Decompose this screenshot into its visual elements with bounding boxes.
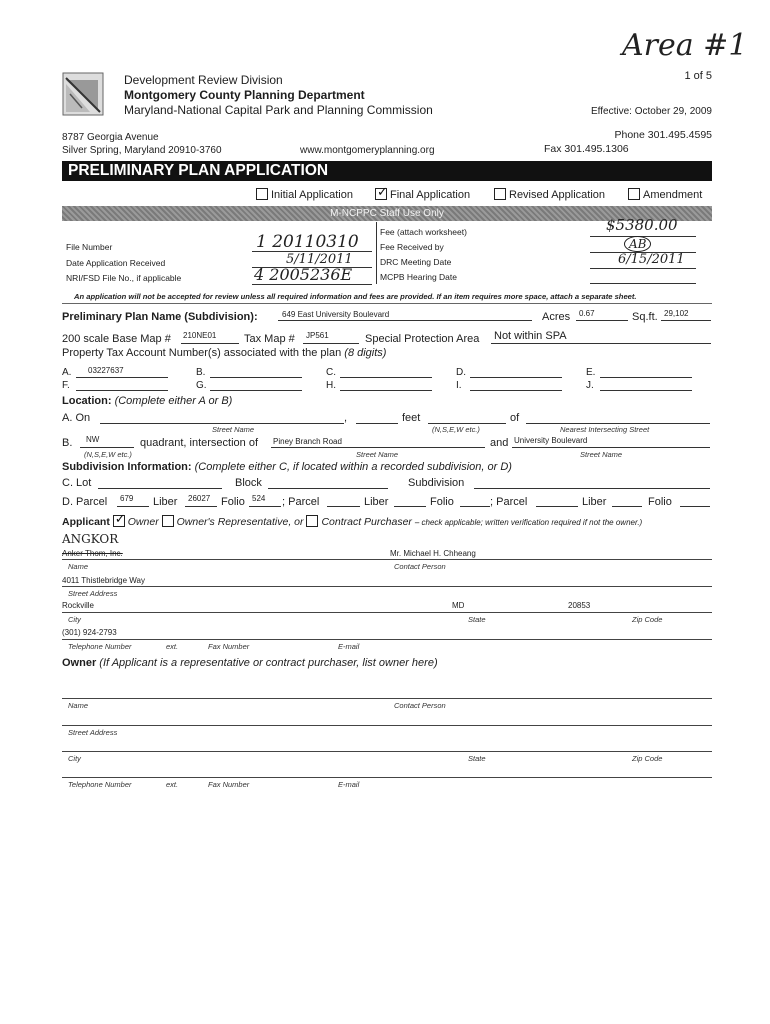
tax-map-value: JP561 [306,331,329,340]
parcel-label: D. Parcel [62,496,108,508]
caption-zip: Zip Code [632,615,663,624]
plan-name-value: 649 East University Boulevard [282,310,390,319]
caption-ext: ext. [166,642,179,651]
owner-caption-phone: Telephone Number [68,780,132,789]
nri-file-label: NRI/FSD File No., if applicable [66,273,182,283]
planning-logo [62,72,104,116]
tax-account-key: J. [586,380,594,391]
plan-name-label: Preliminary Plan Name (Subdivision): [62,311,258,323]
caption-b-direction: (N,S,E,W etc.) [84,450,132,459]
file-number-value: 1 20110310 [256,232,359,252]
fee-label: Fee (attach worksheet) [380,227,467,237]
parcel-2-label: ; Parcel [282,496,320,508]
form-title: PRELIMINARY PLAN APPLICATION [68,162,329,179]
applicant-heading: Applicant [62,516,110,528]
applicant-phone-value: (301) 924-2793 [62,628,117,637]
department-name: Montgomery County Planning Department [124,88,365,102]
caption-city: City [68,615,81,624]
phone-number: Phone 301.495.4595 [614,129,712,141]
tax-account-key: B. [196,367,206,378]
file-number-label: File Number [66,242,113,252]
applicant-state-value: MD [452,601,465,610]
caption-street: Street Address [68,589,118,598]
folio-3-label: Folio [648,496,672,508]
folio-2-label: Folio [430,496,454,508]
owner-caption-email: E-mail [338,780,360,789]
fee-value: $5380.00 [606,216,678,234]
staff-use-label: M-NCPPC Staff Use Only [330,208,444,219]
sqft-value: 29,102 [664,309,689,318]
amendment-checkbox[interactable] [628,188,640,200]
address-line-1: 8787 Georgia Avenue [62,132,159,143]
representative-option-label: Owner's Representative, or [176,516,304,528]
caption-phone: Telephone Number [68,642,132,651]
website: www.montgomeryplanning.org [300,145,435,156]
tax-account-key: A. [62,367,72,378]
check-applicable-note: – check applicable; written verification required if not the owner.) [414,518,643,527]
purchaser-checkbox[interactable] [306,515,318,527]
tax-account-key: E. [586,367,596,378]
handwritten-area-annotation: Area #1 [622,28,748,63]
owner-caption-contact: Contact Person [394,701,446,710]
tax-account-value: 03227637 [88,366,124,375]
tax-account-key: I. [456,380,462,391]
tax-account-key: G. [196,380,207,391]
owner-caption-city: City [68,754,81,763]
parcel-3-label: ; Parcel [490,496,528,508]
owner-caption-name: Name [68,701,89,710]
mcpb-date-label: MCPB Hearing Date [380,272,458,282]
subdivision-heading: Subdivision Information: (Complete either C, if located within a recorded subdivision, or D) [62,461,512,473]
applicant-handwritten-name: ANGKOR [62,532,119,546]
spa-value: Not within SPA [494,330,567,342]
caption-contact: Contact Person [394,562,446,571]
applicant-name-value: Anker Thom, Inc. [62,549,123,558]
caption-fax: Fax Number [208,642,250,651]
tax-map-label: Tax Map # [244,333,295,345]
tax-account-key: F. [62,380,70,391]
caption-state: State [468,615,486,624]
location-b-street2: University Boulevard [514,436,588,445]
application-type-initial[interactable]: Initial Application [256,188,353,201]
tax-account-label: Property Tax Account Number(s) associated with the plan (8 digits) [62,347,387,359]
owner-caption-state: State [468,754,486,763]
location-a-of: of [510,412,520,424]
spa-label: Special Protection Area [365,333,480,345]
subdivision-name-label: Subdivision [408,477,465,489]
location-b-text: quadrant, intersection of [140,437,259,449]
owner-caption-street: Street Address [68,728,118,737]
folio-value: 524 [252,494,266,503]
fax-number: Fax 301.495.1306 [544,143,629,155]
liber-2-label: Liber [364,496,389,508]
caption-street-name: Street Name [212,425,255,434]
location-heading: Location: (Complete either A or B) [62,395,233,407]
location-b-prefix: B. [62,437,73,449]
applicant-zip-value: 20853 [568,601,591,610]
date-received-value: 5/11/2011 [286,252,353,267]
tax-account-key: C. [326,367,336,378]
subdivision-lot-label: C. Lot [62,477,92,489]
revised-checkbox[interactable] [494,188,506,200]
caption-nearest-street: Nearest Intersecting Street [560,425,650,434]
nri-file-value: 4 2005236E [254,265,353,284]
tax-account-key: D. [456,367,466,378]
division-name: Development Review Division [124,73,283,87]
owner-caption-fax: Fax Number [208,780,250,789]
location-b-quadrant: NW [86,435,100,444]
applicant-contact-value: Mr. Michael H. Chheang [390,549,476,558]
page-number: 1 of 5 [684,70,712,82]
base-map-value: 210NE01 [183,331,217,340]
fee-received-label: Fee Received by [380,242,444,252]
drc-date-label: DRC Meeting Date [380,257,452,267]
effective-date: Effective: October 29, 2009 [590,106,712,117]
caption-b-street1: Street Name [356,450,399,459]
base-map-label: 200 scale Base Map # [62,333,171,345]
purchaser-option-label: Contract Purchaser [321,516,412,528]
parcel-value: 679 [120,494,134,503]
tax-account-key: H. [326,380,336,391]
date-received-label: Date Application Received [66,258,166,268]
location-b-street1: Piney Branch Road [273,437,342,446]
caption-direction: (N,S,E,W etc.) [432,425,480,434]
owner-checkbox[interactable] [113,515,125,527]
owner-caption-zip: Zip Code [632,754,663,763]
application-type-amendment[interactable]: Amendment [628,188,702,201]
liber-value: 26027 [188,494,211,503]
liber-3-label: Liber [582,496,607,508]
owner-caption-ext: ext. [166,780,179,789]
caption-email: E-mail [338,642,360,651]
location-a-feet: feet [402,412,421,424]
applicant-street-value: 4011 Thistlebridge Way [62,576,146,585]
initial-checkbox[interactable] [256,188,268,200]
application-type-revised[interactable]: Revised Application [494,188,605,201]
subdivision-block-label: Block [235,477,262,489]
representative-checkbox[interactable] [162,515,174,527]
final-checkbox[interactable] [375,188,387,200]
sqft-label: Sq.ft. [632,311,658,323]
acres-value: 0.67 [579,309,595,318]
caption-name: Name [68,562,89,571]
fee-received-value: AB [624,236,651,252]
liber-label: Liber [153,496,178,508]
caption-b-street2: Street Name [580,450,623,459]
owner-heading-row: Owner (If Applicant is a representative or contract purchaser, list owner here) [62,657,438,669]
owner-option-label: Owner [127,516,159,528]
drc-date-value: 6/15/2011 [618,252,685,267]
form-title-bar [62,161,712,181]
folio-label: Folio [221,496,245,508]
application-type-final[interactable]: ✓ Final Application [375,188,470,201]
acres-label: Acres [542,311,571,323]
commission-name: Maryland-National Capital Park and Planning Commission [124,103,433,117]
submission-notice: An application will not be accepted for review unless all required information and fees are provided. If an item requires more space, attach a separate sheet. [74,292,637,301]
location-a-on: A. On [62,412,91,424]
location-b-and: and [490,437,509,449]
applicant-row [62,515,642,528]
applicant-city-value: Rockville [62,601,95,610]
address-line-2: Silver Spring, Maryland 20910-3760 [62,145,222,156]
